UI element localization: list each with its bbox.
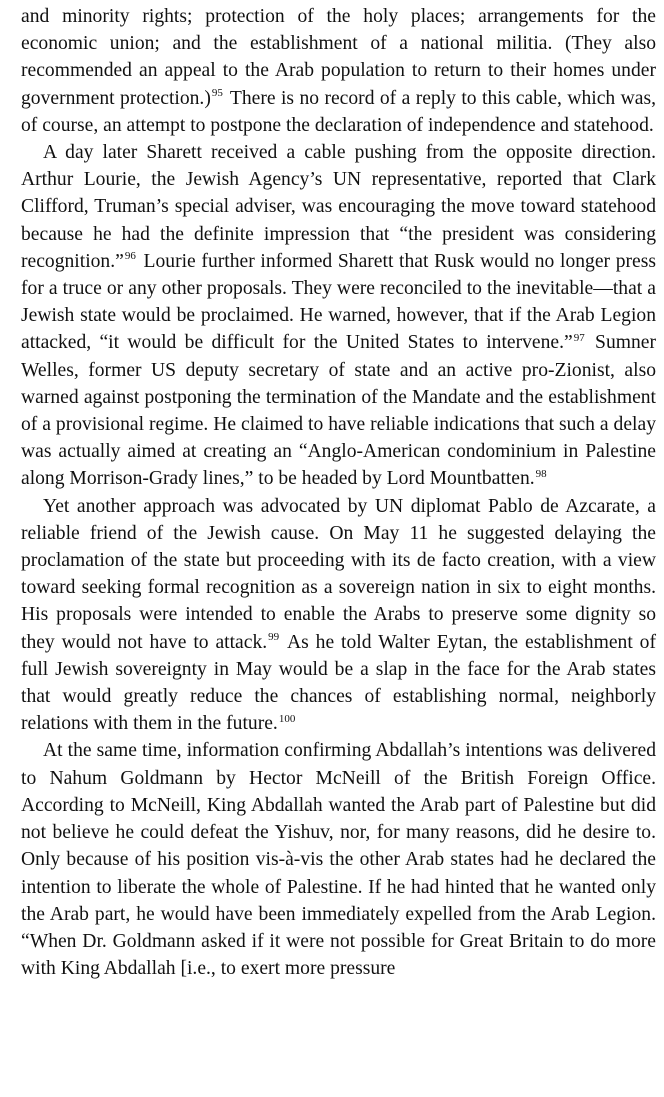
- footnote-marker: 98: [535, 467, 547, 480]
- footnote-marker: 96: [124, 250, 136, 263]
- paragraph-text: Yet another approach was advocated by UN diplomat Pablo de Azcarate, a reliable friend of the Jewish cause. On May 11 he suggested delaying the proclamation of the state but proceeding with its de facto creation, with a view toward seeking formal recognition as a sovereign nation in six to eight months. His proposals were intended to enable the Arabs to preserve some dignity so they would not have to attack.: [21, 495, 656, 653]
- footnote-marker: 100: [278, 712, 296, 725]
- paragraph-text: There is no record of a reply to this cable, which was, of course, an attempt to postpone the declaration of independence and statehood.: [21, 87, 656, 136]
- text-body: [21, 3, 656, 982]
- paragraph: [21, 493, 656, 738]
- paragraph-text: As he told Walter Eytan, the establishment of full Jewish sovereignty in May would be a slap in the face for the Arab states that would greatly reduce the chances of establishing normal, neighborly relations with them in the future.: [21, 631, 656, 735]
- footnote-marker: 95: [211, 87, 223, 100]
- paragraph-text: A day later Sharett received a cable pushing from the opposite direction. Arthur Lourie, the Jewish Agency’s UN representative, reported that Clark Clifford, Truman’s special adviser, was encouraging the move toward statehood because he had the definite impression that “the president was considering recognition.”: [21, 142, 656, 272]
- paragraph: [21, 3, 656, 139]
- paragraph-text: At the same time, information confirming Abdallah’s intentions was delivered to Nahum Goldmann by Hector McNeill of the British Foreign Office. According to McNeill, King Abdallah wanted the Arab part of Palestine but did not believe he could defeat the Yishuv, nor, for many reasons, did he desire to. Only because of his position vis-à-vis the other Arab states had he declared the intention to liberate the whole of Palestine. If he had hinted that he wanted only the Arab part, he would have been immediately expelled from the Arab Legion. “When Dr. Goldmann asked if it were not possible for Great Britain to do more with King Abdallah [i.e., to exert more pressure: [21, 740, 656, 980]
- paragraph: [21, 139, 656, 493]
- footnote-marker: 97: [573, 331, 585, 344]
- paragraph-text: and minority rights; protection of the holy places; arrangements for the economic union; and the establishment of a national militia. (They also recommended an appeal to the Arab population to return to their homes under government protection.): [21, 6, 656, 109]
- paragraph-text: Lourie further informed Sharett that Rusk would no longer press for a truce or any other proposals. They were reconciled to the inevitable—that a Jewish state would be proclaimed. He warned, however, that if the Arab Legion attacked, “it would be difficult for the United States to intervene.”: [21, 250, 656, 354]
- footnote-marker: 99: [268, 631, 280, 644]
- paragraph: [21, 737, 656, 982]
- paragraph-text: Sumner Welles, former US deputy secretary of state and an active pro-Zionist, also warned against postponing the termination of the Mandate and the establishment of a provisional regime. He claimed to have reliable indications that such a delay was actually aimed at creating an “Anglo-American condominium in Palestine along Morrison-Grady lines,” to be headed by Lord Mountbatten.: [21, 332, 656, 490]
